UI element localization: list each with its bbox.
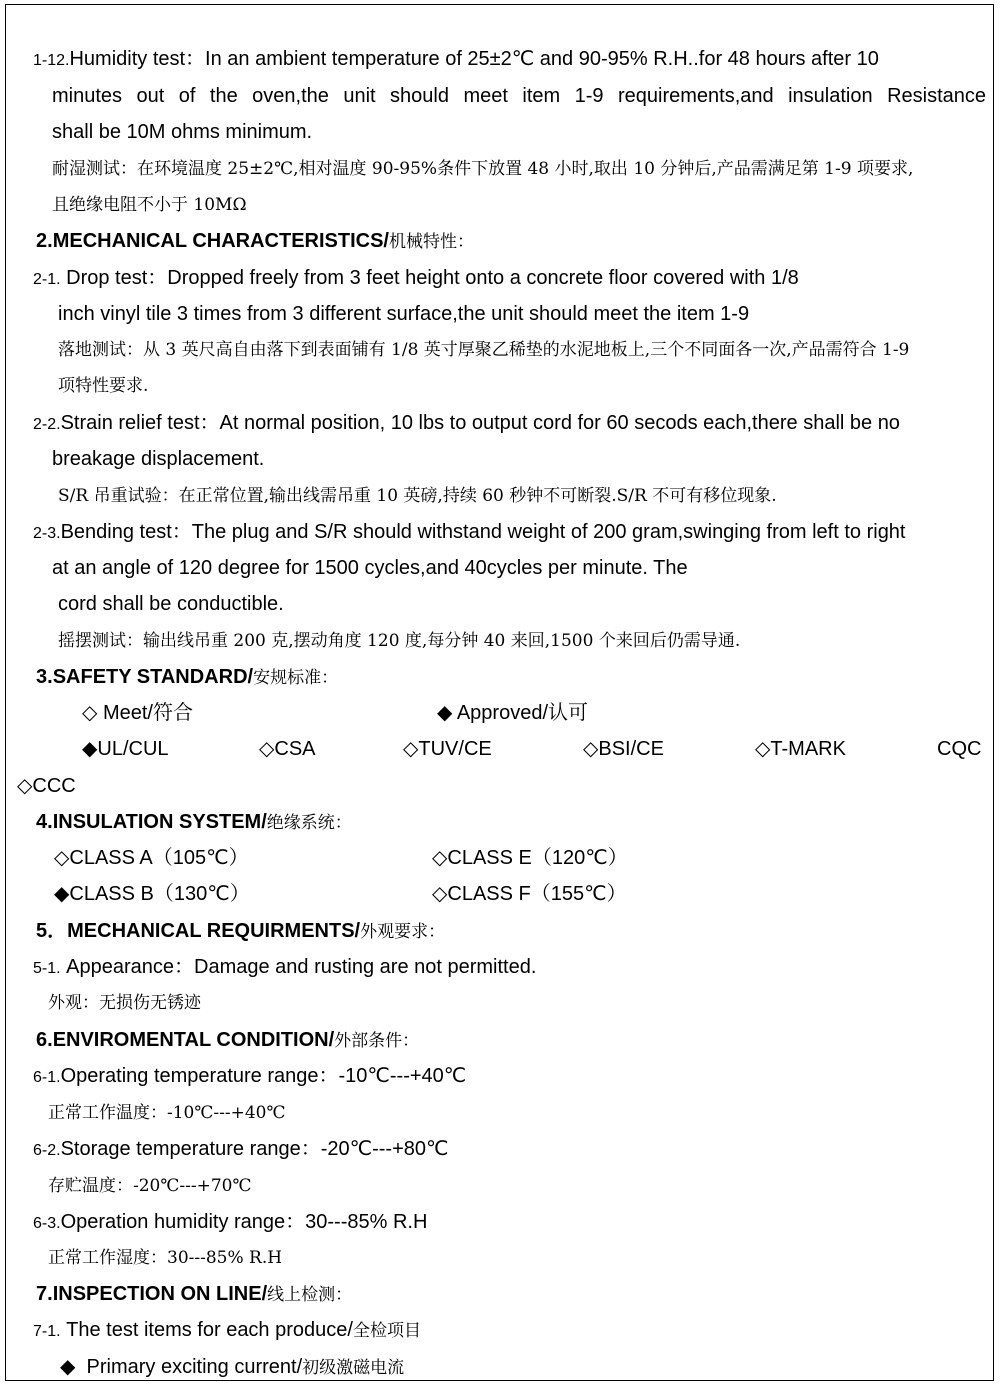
csa-standard: ◇CSA (259, 738, 316, 760)
class-b-option: ◆CLASS B（130℃） (54, 883, 250, 905)
primary-current-text-cn: 初级激磁电流 (302, 1358, 405, 1378)
cqc-standard: CQC (937, 738, 982, 760)
item-5-1-chinese-1: 外观：无损伤无锈迹 (48, 993, 201, 1013)
class-a-option: ◇CLASS A（105℃） (54, 847, 249, 869)
section-title: MECHANICAL REQUIRMENTS/ (67, 920, 361, 942)
item-6-1-chinese-1: 正常工作温度：-10℃---+40℃ (48, 1103, 286, 1123)
item-6-2-line-1 (33, 1137, 448, 1163)
meet-option: ◇ Meet/符合 (82, 702, 193, 724)
item-number: 5-1. (33, 960, 61, 977)
item-number: 2-2. (33, 416, 61, 433)
section-4-heading (36, 810, 352, 835)
section-title-cn: 绝缘系统： (266, 813, 352, 833)
item-6-3-line-1 (33, 1210, 427, 1236)
item-6-3-chinese-1: 正常工作湿度：30---85% R.H (48, 1248, 283, 1268)
item-1-12-chinese-2: 且绝缘电阻不小于 10MΩ (52, 195, 247, 215)
section-title: INSPECTION ON LINE/ (52, 1283, 268, 1305)
section-title-cn: 安规标准： (253, 668, 339, 688)
test-items-text: The test items for each produce/ (66, 1319, 353, 1341)
section-number: 7. (36, 1283, 53, 1305)
section-title: ENVIROMENTAL CONDITION/ (52, 1029, 335, 1051)
section-title-cn: 机械特性： (389, 232, 474, 252)
item-number: 7-1. (33, 1323, 61, 1340)
item-2-2-chinese-1: S/R 吊重试验：在正常位置,输出线需吊重 10 英磅,持续 60 秒钟不可断裂.S/R 不可有移位现象. (58, 486, 777, 506)
item-6-2-chinese-1: 存贮温度：-20℃---+70℃ (48, 1176, 252, 1196)
humidity-test-text: Humidity test：In an ambient temperature of 25±2℃ and 90-95% R.H..for 48 hours after 10 (69, 48, 879, 70)
section-6-heading (36, 1028, 419, 1053)
item-number: 6-1. (33, 1069, 61, 1086)
section-number: 4. (36, 811, 53, 833)
section-title: SAFETY STANDARD/ (52, 666, 254, 688)
section-title: MECHANICAL CHARACTERISTICS/ (52, 230, 389, 252)
item-1-12-line-2: minutes out of the oven,the unit should meet item 1-9 requirements,and insulation Resistance (52, 85, 986, 107)
class-e-option: ◇CLASS E（120℃） (432, 847, 628, 869)
item-2-3-line-3: cord shall be conductible. (58, 593, 284, 615)
item-2-2-line-1 (33, 411, 986, 437)
item-2-2-line-2: breakage displacement. (52, 448, 265, 470)
section-number: 3. (36, 666, 53, 688)
item-number: 2-1. (33, 271, 61, 288)
storage-temp-text: Storage temperature range：-20℃---+80℃ (60, 1138, 449, 1160)
drop-test-text: Drop test：Dropped freely from 3 feet height onto a concrete floor covered with 1/8 (66, 267, 799, 289)
item-number: 2-3. (33, 525, 61, 542)
strain-relief-text: Strain relief test：At normal position, 10 lbs to output cord for 60 secods each,there shall be no (60, 412, 900, 434)
item-7-1-line-1 (33, 1318, 421, 1344)
ccc-standard: ◇CCC (17, 775, 76, 797)
item-2-3-chinese-1: 摇摆测试：输出线吊重 200 克,摆动角度 120 度,每分钟 40 来回,1500 个来回后仍需导通. (58, 631, 741, 651)
item-number: 1-12. (33, 52, 70, 69)
humidity-range-text: Operation humidity range：30---85% R.H (60, 1211, 428, 1233)
primary-current-item (60, 1355, 404, 1380)
item-1-12-chinese-1: 耐湿测试：在环境温度 25±2℃,相对温度 90-95%条件下放置 48 小时,取出 10 分钟后,产品需满足第 1-9 项要求, (52, 159, 914, 179)
section-5-heading (36, 919, 445, 944)
item-number: 6-2. (33, 1142, 61, 1159)
section-title-cn: 外部条件： (334, 1031, 420, 1051)
section-title-cn: 线上检测： (267, 1285, 353, 1305)
tuv-ce-standard: ◇TUV/CE (403, 738, 492, 760)
section-title: INSULATION SYSTEM/ (52, 811, 267, 833)
item-2-1-line-2: inch vinyl tile 3 times from 3 different surface,the unit should meet the item 1-9 (58, 303, 750, 325)
bending-test-text: Bending test：The plug and S/R should withstand weight of 200 gram,swinging from left to right (60, 521, 906, 543)
bsi-ce-standard: ◇BSI/CE (583, 738, 664, 760)
item-2-1-chinese-1: 落地测试：从 3 英尺高自由落下到表面铺有 1/8 英寸厚聚乙稀垫的水泥地板上,三个不同面各一次,产品需符合 1-9 (58, 340, 910, 360)
item-1-12-line-1 (33, 47, 986, 73)
primary-current-text: Primary exciting current/ (86, 1356, 303, 1378)
section-7-heading (36, 1282, 352, 1307)
section-number: 2. (36, 230, 53, 252)
item-1-12-line-3: shall be 10M ohms minimum. (52, 121, 313, 143)
section-3-heading (36, 665, 338, 690)
appearance-text: Appearance：Damage and rusting are not permitted. (66, 956, 537, 978)
item-2-1-chinese-2: 项特性要求. (58, 376, 149, 396)
item-2-1-line-1 (33, 266, 799, 292)
item-number: 6-3. (33, 1215, 61, 1232)
diamond-bullet-icon: ◆ (60, 1356, 76, 1378)
section-2-heading (36, 229, 474, 254)
item-2-3-line-1 (33, 520, 986, 546)
section-number: 6. (36, 1029, 53, 1051)
item-6-1-line-1 (33, 1064, 466, 1090)
section-number: 5． (36, 920, 68, 942)
ul-cul-standard: ◆UL/CUL (82, 738, 169, 760)
operating-temp-text: Operating temperature range：-10℃---+40℃ (60, 1065, 467, 1087)
item-2-3-line-2: at an angle of 120 degree for 1500 cycles,and 40cycles per minute. The (52, 557, 688, 579)
item-5-1-line-1 (33, 955, 536, 981)
section-title-cn: 外观要求： (360, 922, 446, 942)
approved-option: ◆ Approved/认可 (437, 702, 589, 724)
t-mark-standard: ◇T-MARK (755, 738, 846, 760)
class-f-option: ◇CLASS F（155℃） (432, 883, 627, 905)
test-items-text-cn: 全检项目 (352, 1321, 421, 1341)
